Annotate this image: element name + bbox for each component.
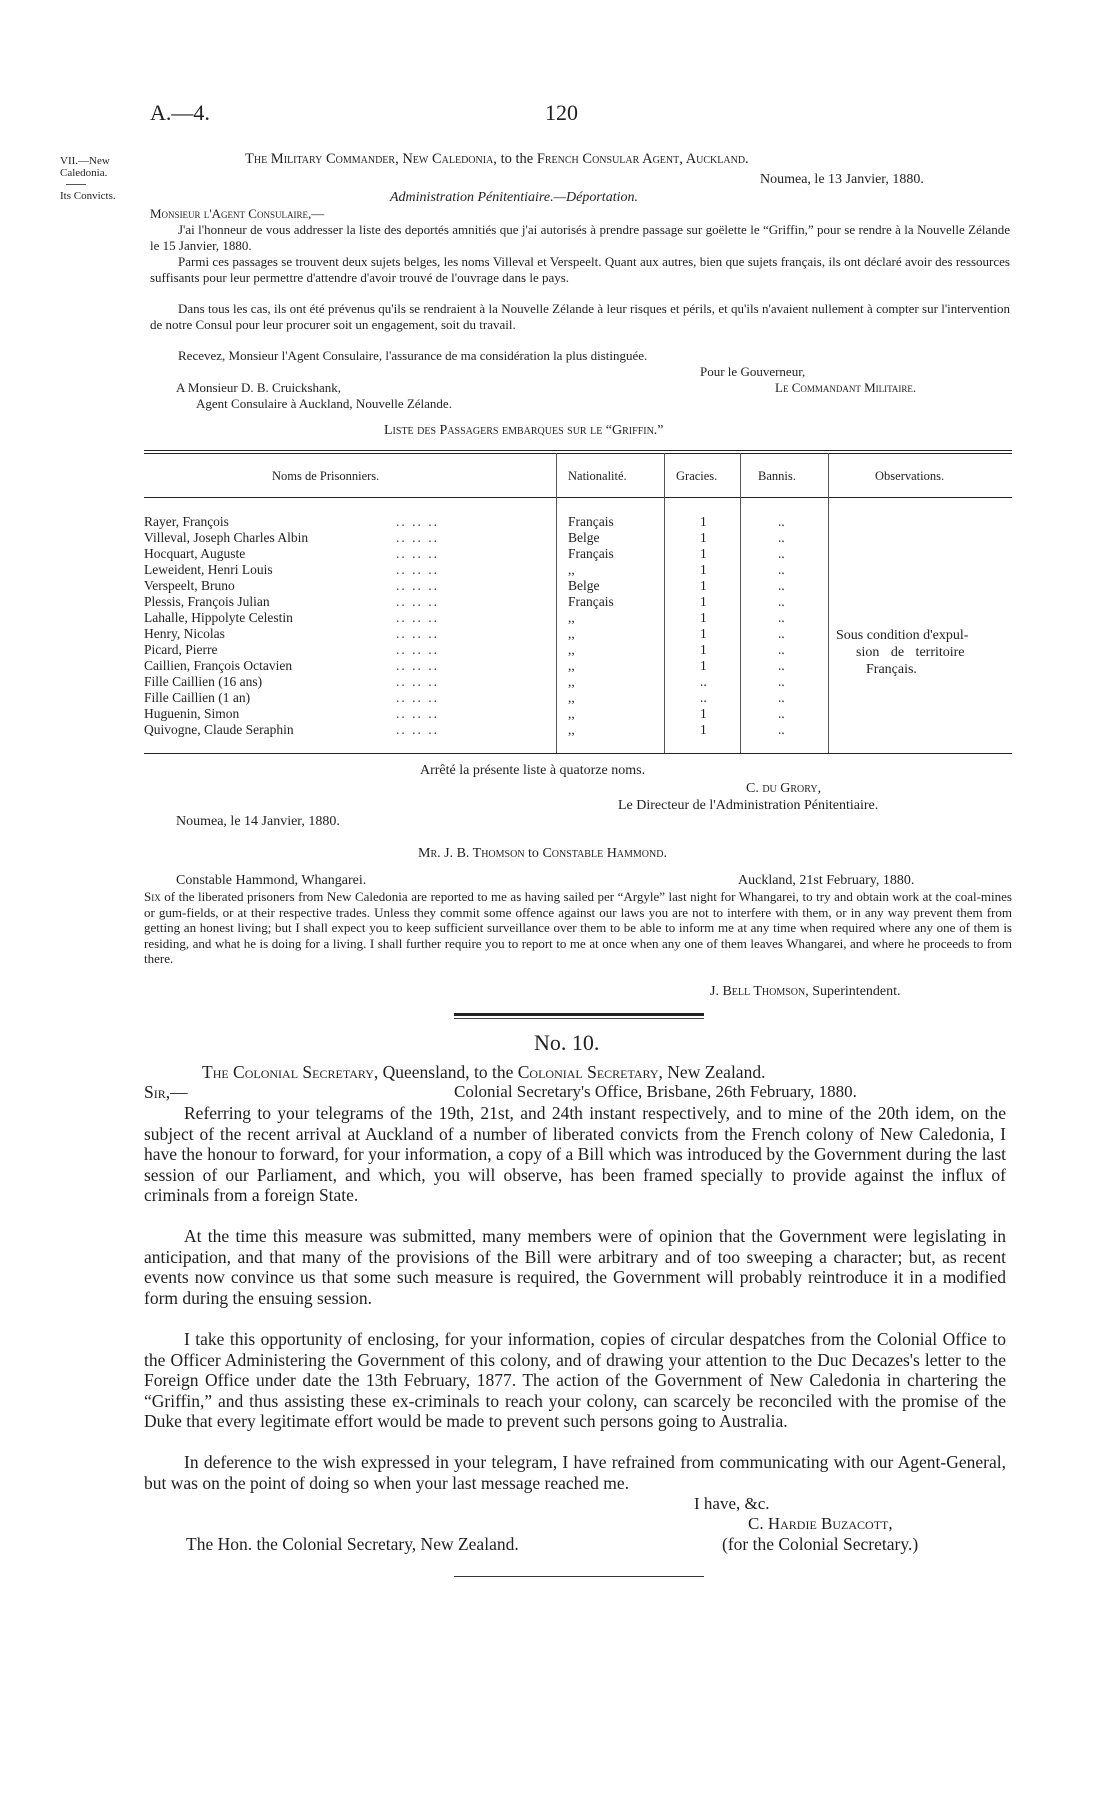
prisoner-gracies: 1	[700, 626, 707, 641]
prisoner-nationality: ,,	[568, 642, 575, 657]
letter3-place-date: Colonial Secretary's Office, Brisbane, 26th February, 1880.	[454, 1082, 857, 1101]
letter3-paragraph-4: In deference to the wish expressed in your telegram, I have refrained from communicating with our Agent-General, but was on the point of doing so when your last message reached me.	[144, 1452, 1006, 1493]
letter3-heading: The Colonial Secretary, Queensland, to the Colonial Secretary, New Zealand.	[202, 1062, 766, 1082]
prisoner-gracies: ..	[700, 674, 707, 689]
section-divider	[454, 1013, 704, 1016]
list-closing: Arrêté la présente liste à quatorze noms.	[420, 763, 646, 778]
letter1-paragraph-2: Parmi ces passages se trouvent deux sujets belges, les noms Villeval et Verspeelt. Quant aux autres, bien que sujets français, ils ont déclaré avoir des ressources suffisants pour leur permettre d'attendre d'avoir trouvé de l'ouvrage dans le pays.	[150, 254, 1010, 285]
prisoner-bannis: ..	[778, 562, 785, 577]
observation-line-3: Français.	[866, 662, 917, 677]
prisoner-bannis: ..	[778, 626, 785, 641]
letter1-address-2: Agent Consulaire à Auckland, Nouvelle Zélande.	[196, 396, 452, 411]
letter3-closing: I have, &c.	[694, 1494, 770, 1513]
prisoner-bannis: ..	[778, 514, 785, 529]
prisoner-bannis: ..	[778, 722, 785, 737]
prisoner-gracies: 1	[700, 642, 707, 657]
margin-note-2: Caledonia.	[60, 167, 108, 179]
prisoner-bannis: ..	[778, 706, 785, 721]
letter3-recipient: The Hon. the Colonial Secretary, New Zealand.	[186, 1534, 519, 1554]
letter1-signoff-2: Le Commandant Militaire.	[775, 380, 917, 395]
prisoner-nationality: ,,	[568, 610, 575, 625]
list-title: Liste des Passagers embarques sur le “Griffin.”	[384, 423, 664, 438]
prisoner-name: Picard, Pierre	[144, 642, 218, 657]
letter3-salutation: Sir,—	[144, 1082, 188, 1102]
prisoner-bannis: ..	[778, 658, 785, 673]
letter3-paragraph-3: I take this opportunity of enclosing, for your information, copies of circular despatches from the Colonial Office to the Officer Administering the Government of this colony, and of drawing your attention to the Duc Decazes's letter to the Foreign Office under date the 13th February, 1877. The action of the Government of New Caledonia in chartering the “Griffin,” and thus assisting these ex-criminals to reach your colony, can scarcely be reconciled with the promise of the Duke that every legitimate effort would be made to prevent such persons going to Australia.	[144, 1329, 1006, 1431]
prisoner-gracies: 1	[700, 706, 707, 721]
prisoner-gracies: 1	[700, 530, 707, 545]
letter3-paragraph-2: At the time this measure was submitted, many members were of opinion that the Government were legislating in anticipation, and that many of the provisions of the Bill were arbitrary and of too sweeping a character; but, as recent events now convince us that some such measure is required, the Government will probably reintroduce it in a modified form during the ensuing session.	[144, 1226, 1006, 1308]
prisoner-gracies: 1	[700, 562, 707, 577]
row-leader-dots: .. .. ..	[396, 514, 439, 529]
prisoner-bannis: ..	[778, 674, 785, 689]
prisoner-name: Rayer, François	[144, 514, 229, 529]
letter2-signature: J. Bell Thomson, Superintendent.	[710, 984, 901, 999]
letter1-paragraph-4: Recevez, Monsieur l'Agent Consulaire, l'assurance de ma considération la plus distinguée.	[178, 348, 648, 363]
prisoner-gracies: 1	[700, 546, 707, 561]
row-leader-dots: .. .. ..	[396, 530, 439, 545]
row-leader-dots: .. .. ..	[396, 610, 439, 625]
prisoner-gracies: ..	[700, 690, 707, 705]
letter1-paragraph-3: Dans tous les cas, ils ont été prévenus qu'ils se rendraient à la Nouvelle Zélande à leur risques et périls, et qu'ils n'avaient nullement à compter sur l'intervention de notre Consul pour leur procurer soit un engagement, soit du travail.	[150, 301, 1010, 332]
prisoner-gracies: 1	[700, 514, 707, 529]
list-signer-title: Le Directeur de l'Administration Pénitentiaire.	[618, 798, 879, 813]
prisoner-gracies: 1	[700, 722, 707, 737]
column-header-bannis: Bannis.	[758, 469, 796, 483]
document-ref: A.—4.	[150, 100, 210, 125]
table-bottom-rule	[144, 753, 1012, 754]
column-header-nationality: Nationalité.	[568, 469, 627, 483]
letter3-signature-name: C. Hardie Buzacott,	[748, 1514, 893, 1533]
letter1-paragraph-1: J'ai l'honneur de vous addresser la liste des deportés amnitiés que j'ai autorisés à prendre passage sur goëlette le “Griffin,” pour se rendre à la Nouvelle Zélande le 15 Janvier, 1880.	[150, 222, 1010, 253]
letter2-heading: Mr. J. B. Thomson to Constable Hammond.	[418, 846, 667, 861]
row-leader-dots: .. .. ..	[396, 658, 439, 673]
prisoner-name: Fille Caillien (16 ans)	[144, 674, 263, 689]
margin-note-3: Its Convicts.	[60, 190, 116, 202]
prisoner-nationality: ,,	[568, 722, 575, 737]
prisoner-nationality: ,,	[568, 706, 575, 721]
letter2-addressee: Constable Hammond, Whangarei.	[176, 873, 367, 888]
letter1-heading: The Military Commander, New Caledonia, to the French Consular Agent, Auckland.	[245, 151, 749, 167]
prisoner-name: Henry, Nicolas	[144, 626, 225, 641]
prisoner-name: Quivogne, Claude Seraphin	[144, 722, 294, 737]
row-leader-dots: .. .. ..	[396, 578, 439, 593]
prisoner-name: Plessis, François Julian	[144, 594, 270, 609]
letter3-paragraph-1: Referring to your telegrams of the 19th, 21st, and 24th instant respectively, and to mine of the 20th idem, on the subject of the recent arrival at Auckland of a number of liberated convicts from the French colony of New Caledonia, I have the honour to forward, for your information, a copy of a Bill which was introduced by the Government during the last session of our Parliament, and which, you will observe, has been framed specially to provide against the influx of criminals from a foreign State.	[144, 1103, 1006, 1205]
prisoner-nationality: ,,	[568, 690, 575, 705]
prisoner-name: Leweident, Henri Louis	[144, 562, 273, 577]
letter1-signoff-1: Pour le Gouverneur,	[700, 364, 806, 379]
letter3-number: No. 10.	[534, 1030, 600, 1055]
prisoner-nationality: ,,	[568, 626, 575, 641]
prisoner-name: Villeval, Joseph Charles Albin	[144, 530, 309, 545]
list-place-date: Noumea, le 14 Janvier, 1880.	[176, 814, 340, 829]
prisoner-name: Fille Caillien (1 an)	[144, 690, 251, 705]
margin-note-1: VII.—New	[60, 155, 110, 167]
observation-line-1: Sous condition d'expul-	[836, 628, 969, 643]
prisoner-nationality: Belge	[568, 578, 600, 593]
table-top-rule	[144, 450, 1012, 451]
prisoner-name: Caillien, François Octavien	[144, 658, 293, 673]
margin-divider	[66, 184, 86, 185]
prisoner-nationality: Français	[568, 546, 614, 561]
row-leader-dots: .. .. ..	[396, 642, 439, 657]
prisoner-nationality: ,,	[568, 658, 575, 673]
column-header-observations: Observations.	[875, 469, 945, 483]
prisoner-name: Lahalle, Hippolyte Celestin	[144, 610, 293, 625]
letter2-body: Six of the liberated prisoners from New Caledonia are reported to me as having sailed per “Argyle” last night for Whangarei, to try and obtain work at the coal-mines or gum-fields, or at their respective trades. Unless they commit some offence against our laws you are not to interfere with them, or in any way prevent them from getting an honest living; but I shall expect you to keep sufficient surveillance over them to be able to inform me at any time when required where any one of them is residing, and what he is doing for a living. I shall further require you to report to me at once when any one of them leaves Whangarei, and where he proceeds to from there.	[144, 889, 1012, 966]
observation-line-2: sion de territoire	[856, 645, 965, 660]
prisoner-nationality: ,,	[568, 674, 575, 689]
prisoner-name: Verspeelt, Bruno	[144, 578, 235, 593]
row-leader-dots: .. .. ..	[396, 626, 439, 641]
letter1-place-date: Noumea, le 13 Janvier, 1880.	[760, 172, 924, 187]
prisoner-bannis: ..	[778, 690, 785, 705]
table-header-rule	[144, 497, 1012, 498]
prisoner-gracies: 1	[700, 578, 707, 593]
letter1-salutation: Monsieur l'Agent Consulaire,—	[150, 206, 325, 221]
row-leader-dots: .. .. ..	[396, 562, 439, 577]
prisoner-name: Huguenin, Simon	[144, 706, 240, 721]
prisoner-bannis: ..	[778, 578, 785, 593]
prisoner-bannis: ..	[778, 610, 785, 625]
prisoner-gracies: 1	[700, 594, 707, 609]
row-leader-dots: .. .. ..	[396, 546, 439, 561]
letter3-signature-note: (for the Colonial Secretary.)	[722, 1534, 919, 1554]
prisoner-gracies: 1	[700, 658, 707, 673]
table-top-rule-2	[144, 453, 1012, 454]
end-rule	[454, 1576, 704, 1577]
letter2-place-date: Auckland, 21st February, 1880.	[738, 873, 915, 888]
letter1-subheading: Administration Pénitentiaire.—Déportation.	[390, 190, 638, 205]
prisoner-nationality: Français	[568, 594, 614, 609]
row-leader-dots: .. .. ..	[396, 674, 439, 689]
prisoner-bannis: ..	[778, 594, 785, 609]
prisoner-name: Hocquart, Auguste	[144, 546, 246, 561]
prisoner-bannis: ..	[778, 642, 785, 657]
column-header-names: Noms de Prisonniers.	[272, 469, 380, 483]
prisoner-nationality: Belge	[568, 530, 600, 545]
list-signer-name: C. du Grory,	[746, 781, 822, 796]
prisoner-bannis: ..	[778, 546, 785, 561]
row-leader-dots: .. .. ..	[396, 594, 439, 609]
prisoner-gracies: 1	[700, 610, 707, 625]
prisoner-bannis: ..	[778, 530, 785, 545]
column-header-gracies: Gracies.	[676, 469, 718, 483]
letter1-address-1: A Monsieur D. B. Cruickshank,	[176, 380, 342, 395]
page-number: 120	[545, 100, 578, 125]
row-leader-dots: .. .. ..	[396, 706, 439, 721]
prisoner-nationality: ,,	[568, 562, 575, 577]
row-leader-dots: .. .. ..	[396, 722, 439, 737]
row-leader-dots: .. .. ..	[396, 690, 439, 705]
prisoner-nationality: Français	[568, 514, 614, 529]
